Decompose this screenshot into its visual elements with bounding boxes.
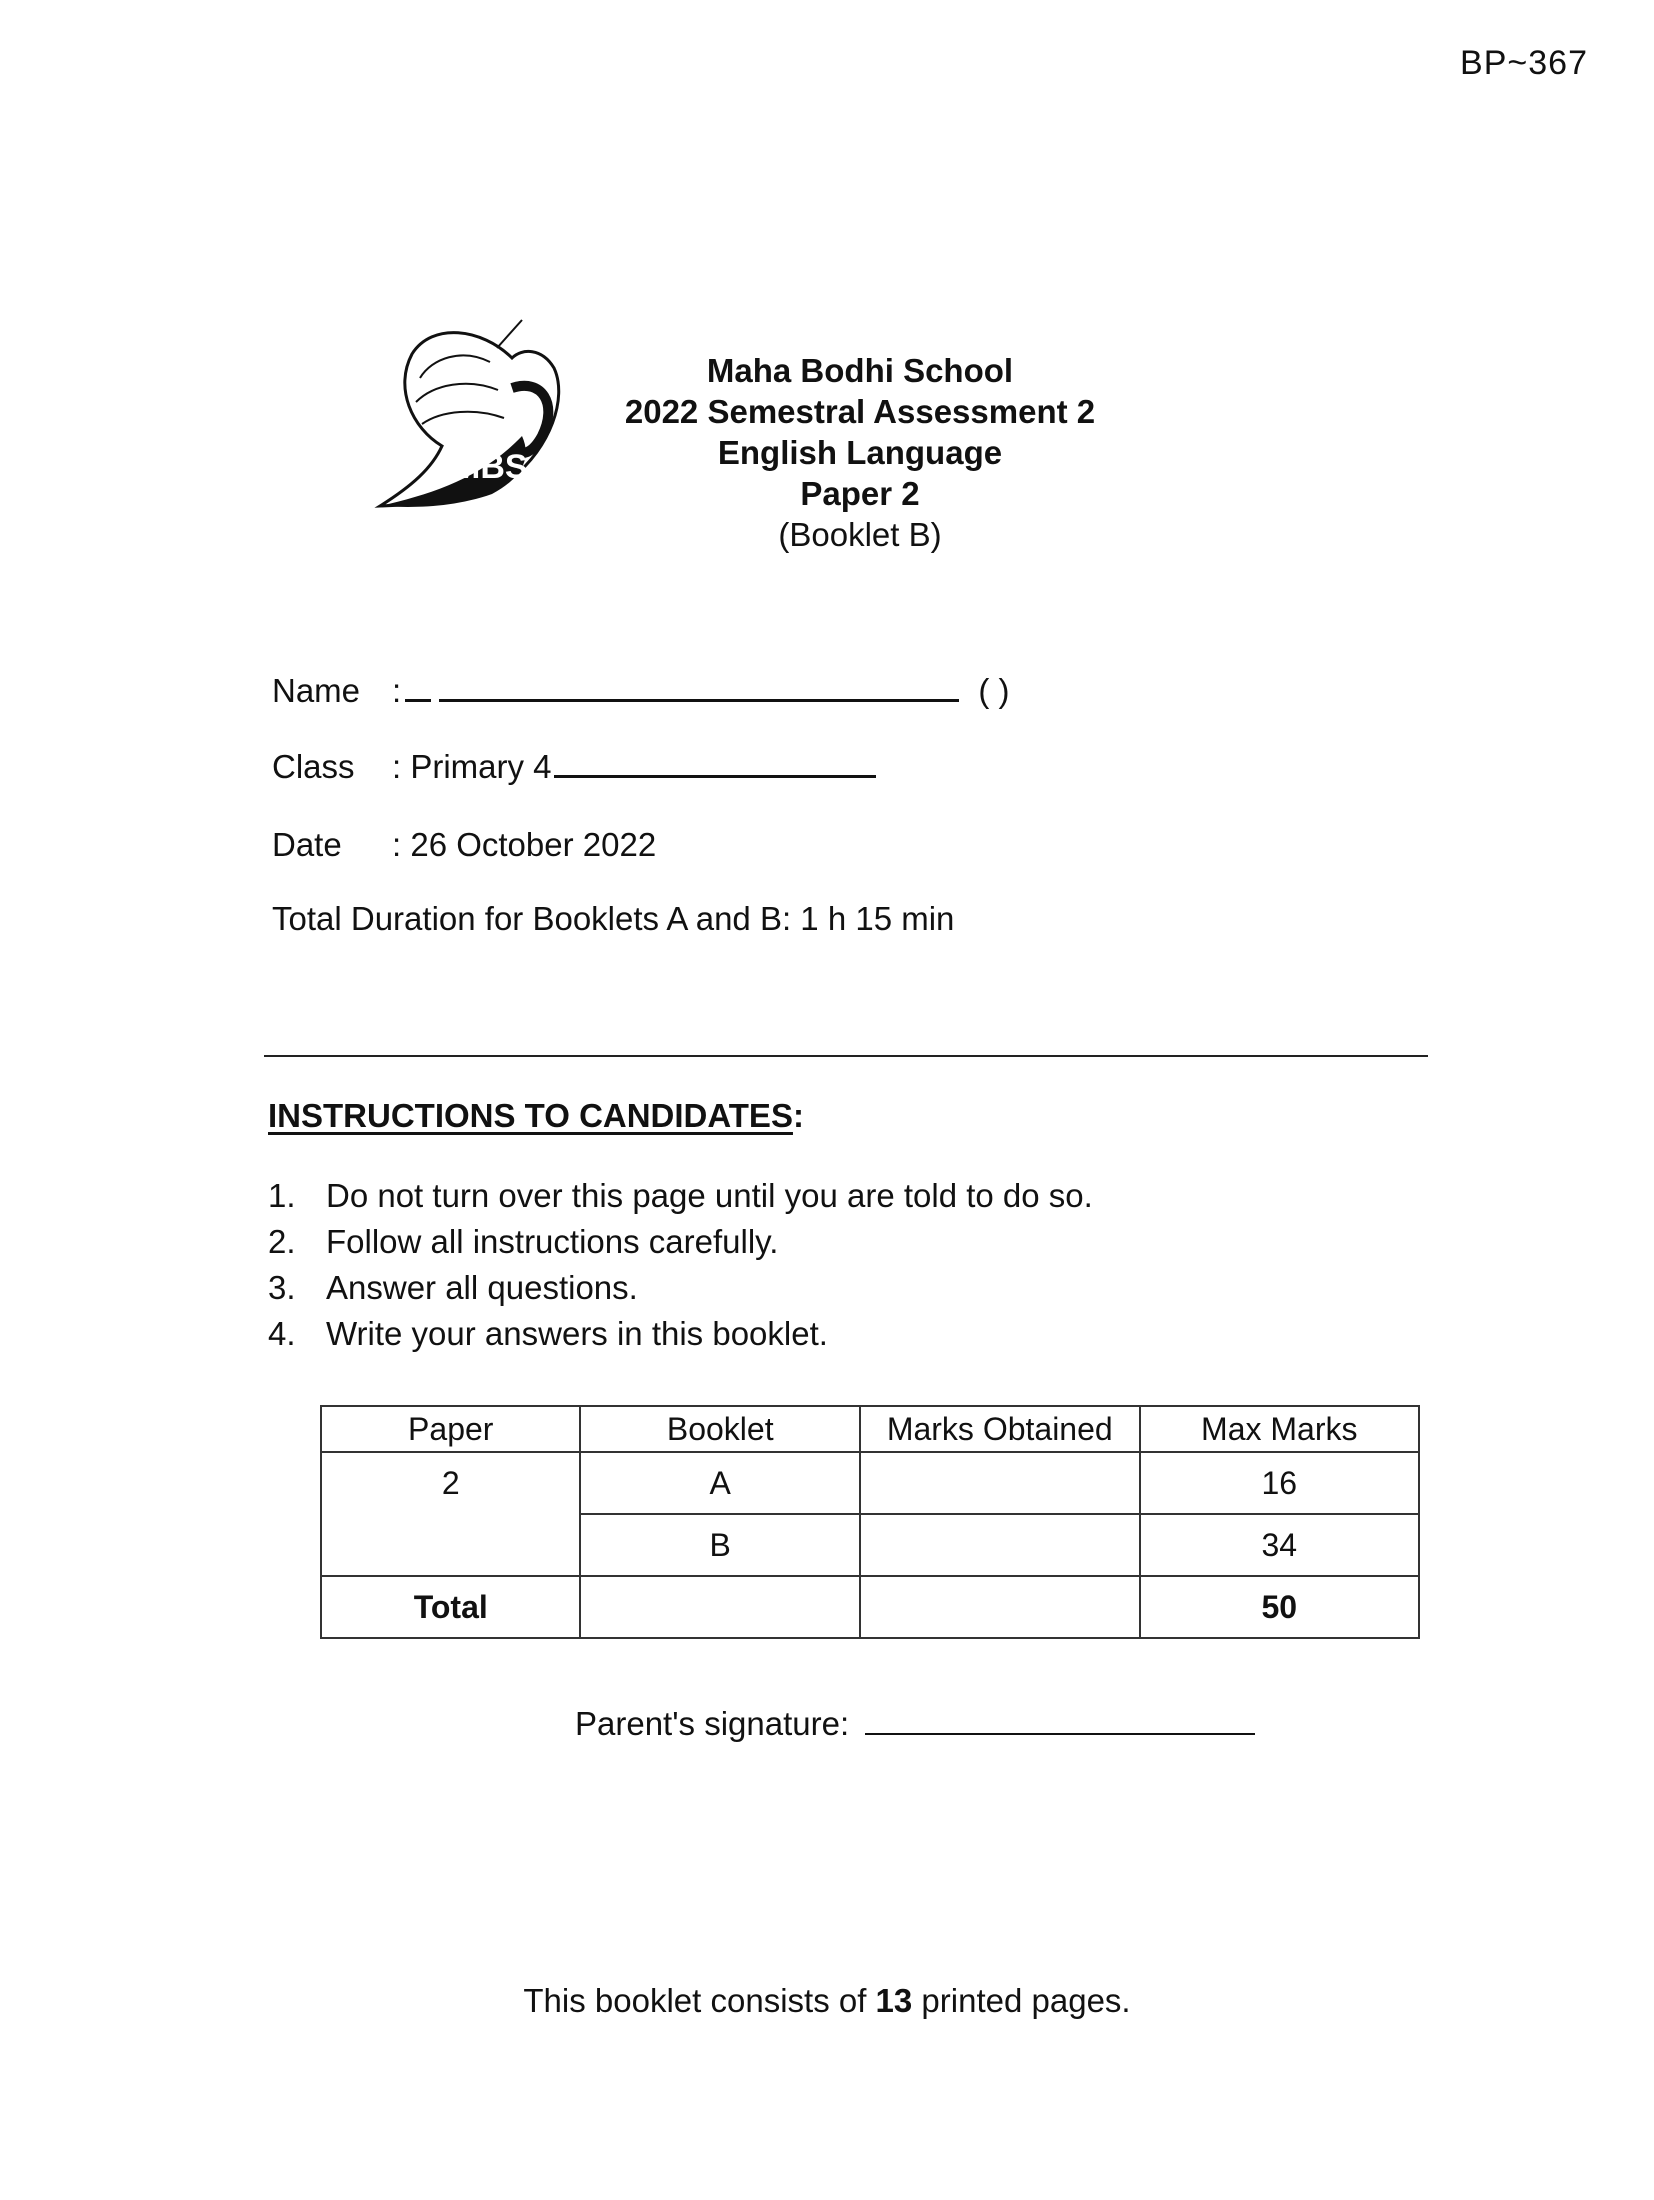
name-field[interactable] [272,672,1010,710]
total-marks-obtained[interactable] [860,1576,1140,1638]
date-label: Date [272,826,342,863]
header-marks-obtained: Marks Obtained [860,1406,1140,1452]
footer-text: This booklet consists of [523,1982,876,2019]
school-name: Maha Bodhi School [706,352,1014,389]
divider [264,1055,1428,1057]
header-paper: Paper [321,1406,580,1452]
register-number-paren: ( ) [978,672,1010,709]
table-row [321,1452,1419,1514]
cell-marks-obtained[interactable] [860,1452,1140,1514]
total-booklet [580,1576,859,1638]
footer-text-end: printed pages. [912,1982,1131,2019]
class-value: : Primary 4 [392,748,552,785]
instruction-number: 2. [268,1223,296,1260]
signature-label: Parent's signature: [575,1705,850,1742]
cell-marks-obtained[interactable] [860,1514,1140,1576]
assessment-title: 2022 Semestral Assessment 2 [624,393,1096,430]
header-max-marks: Max Marks [1140,1406,1419,1452]
subject-title: English Language [717,434,1003,471]
page-code: BP~367 [1460,44,1588,82]
signature-line[interactable] [865,1733,1255,1735]
instruction-number: 3. [268,1269,296,1306]
instructions-list [268,1173,1093,1357]
instruction-text: Do not turn over this page until you are told to do so. [326,1177,1093,1214]
instructions-heading-colon: : [792,1097,804,1134]
class-line[interactable] [554,775,876,778]
date-value: : 26 October 2022 [392,826,657,863]
table-row [321,1514,1419,1576]
instructions-heading [268,1097,804,1135]
cell-booklet: A [580,1452,859,1514]
instruction-text: Write your answers in this booklet. [326,1315,828,1352]
instruction-number: 1. [268,1177,296,1214]
instruction-text: Follow all instructions carefully. [326,1223,779,1260]
table-total-row [321,1576,1419,1638]
cell-booklet: B [580,1514,859,1576]
name-label: Name [272,672,361,709]
cell-paper: 2 [321,1452,580,1514]
instruction-item [268,1265,1093,1311]
name-separator: : [392,672,402,709]
page-count-footer [0,1982,1654,2020]
class-label: Class [272,748,355,785]
instructions-heading-text: INSTRUCTIONS TO CANDIDATES [268,1097,793,1134]
booklet-title: (Booklet B) [778,516,942,553]
total-label: Total [321,1576,580,1638]
page-count: 13 [875,1982,913,2019]
instruction-item [268,1311,1093,1357]
table-header-row [321,1406,1419,1452]
instruction-item [268,1173,1093,1219]
parent-signature[interactable] [575,1705,1255,1743]
logo-text: MBS [452,448,528,486]
cell-paper [321,1514,580,1576]
class-field[interactable] [272,748,876,786]
header-booklet: Booklet [580,1406,859,1452]
marks-table [320,1405,1420,1639]
title-block [560,350,1160,555]
school-leaf-logo-icon [372,318,572,510]
cell-max-marks: 34 [1140,1514,1419,1576]
cell-max-marks: 16 [1140,1452,1419,1514]
total-duration: Total Duration for Booklets A and B: 1 h 15 min [272,900,955,937]
date-field [272,826,656,864]
paper-title: Paper 2 [800,475,920,512]
instruction-text: Answer all questions. [326,1269,638,1306]
instruction-number: 4. [268,1315,296,1352]
name-line-short [405,699,431,702]
instruction-item [268,1219,1093,1265]
total-max-marks: 50 [1140,1576,1419,1638]
name-line[interactable] [439,699,959,702]
